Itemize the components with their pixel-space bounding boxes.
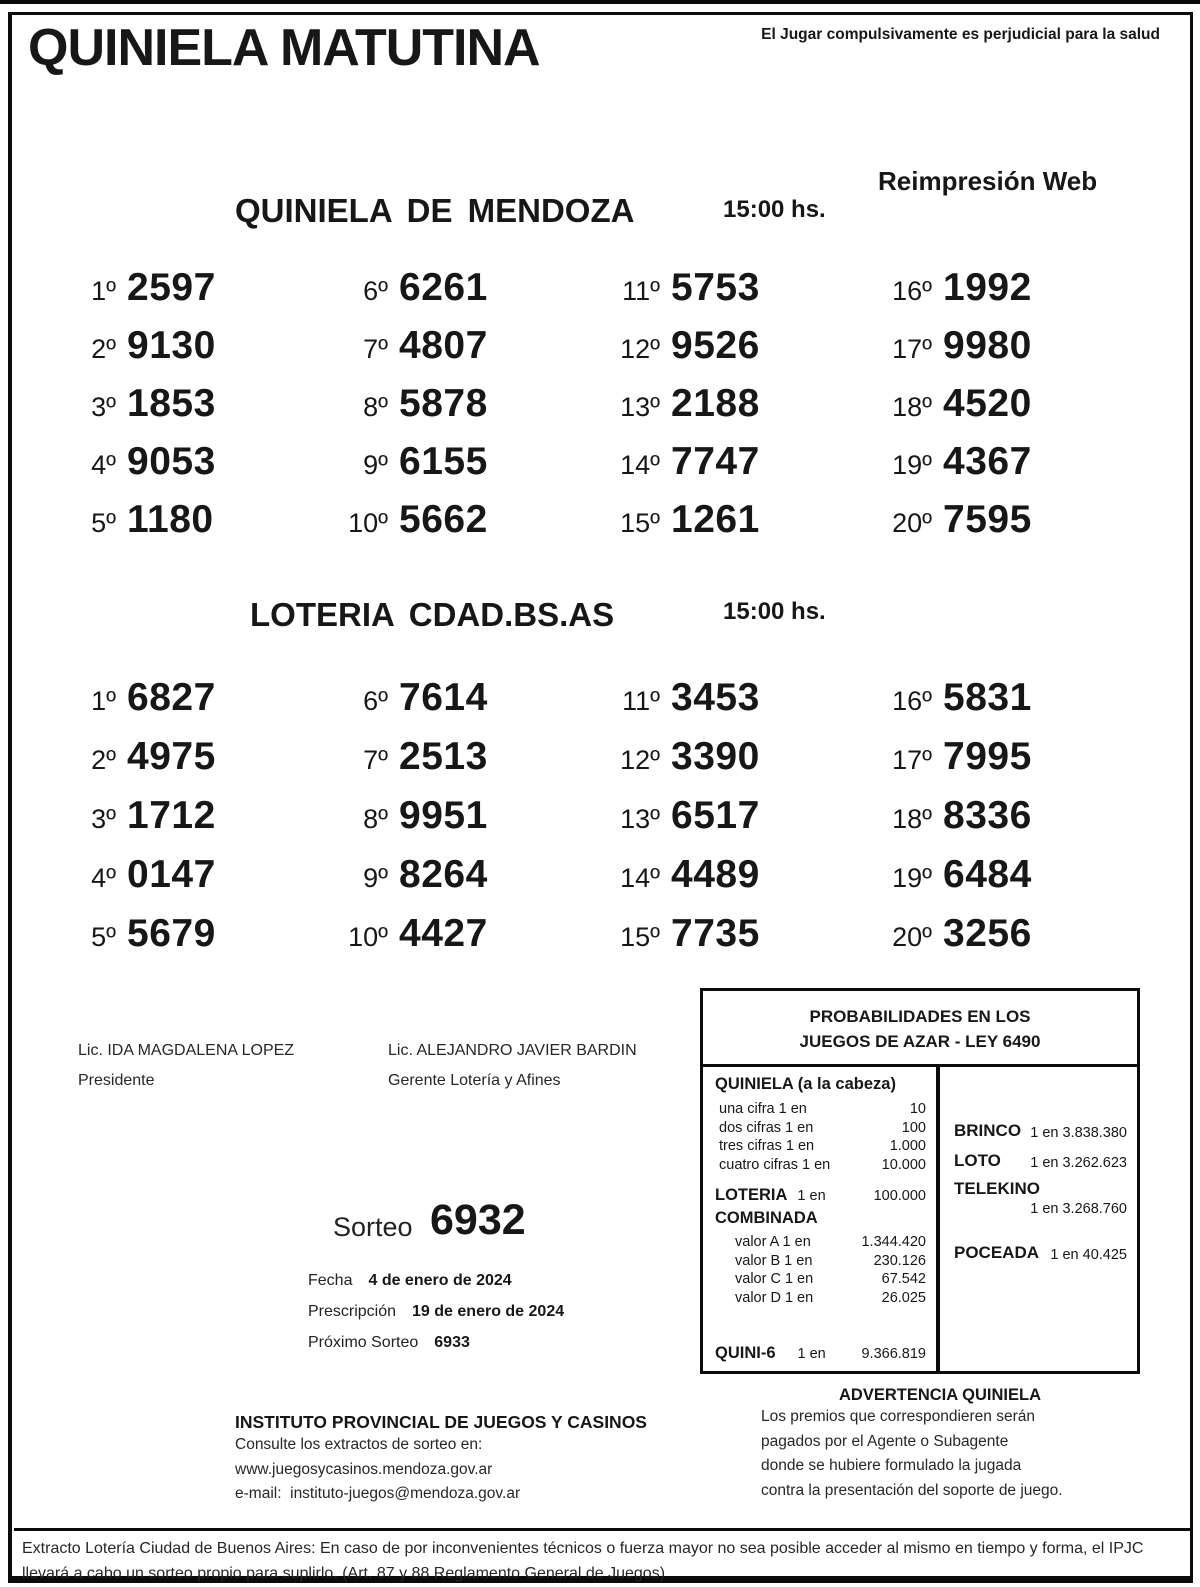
odds-value: 100: [901, 1119, 926, 1136]
result-cell: [58, 794, 330, 853]
page-title: QUINIELA MATUTINA: [28, 19, 540, 77]
odds-value: 67.542: [881, 1271, 926, 1287]
quini6-odds-row: [715, 1344, 926, 1363]
brinco-label: BRINCO: [954, 1121, 1022, 1140]
result-position: 2º: [91, 334, 116, 364]
result-cell: [602, 735, 874, 794]
probabilities-left-column: [703, 1067, 940, 1371]
odds-row: [715, 1100, 926, 1119]
result-position: 7º: [363, 745, 388, 775]
draw-time-mendoza: 15:00 hs.: [723, 196, 826, 223]
result-cell: [58, 324, 330, 382]
result-position: 2º: [91, 745, 116, 775]
result-number: 4975: [127, 735, 216, 778]
odds-row: [715, 1252, 926, 1271]
result-number: 5753: [671, 266, 760, 309]
odds-row: [715, 1270, 926, 1289]
loteria-odds-label: LOTERIA: [715, 1186, 788, 1204]
result-position: 4º: [91, 450, 116, 480]
result-cell: [330, 266, 602, 324]
probabilities-title-line2: JUEGOS DE AZAR - LEY 6490: [799, 1032, 1041, 1051]
result-number: 3453: [671, 676, 760, 719]
result-cell: [330, 324, 602, 382]
probabilities-box: [700, 988, 1140, 1374]
advertencia-block: [735, 1386, 1145, 1503]
result-position: 17º: [892, 334, 932, 364]
advertencia-line: Los premios que correspondieren serán: [761, 1408, 1035, 1425]
result-cell: [874, 794, 1146, 853]
health-warning-text: El Jugar compulsivamente es perjudicial para la salud: [761, 26, 1160, 43]
footnote-text: Extracto Lotería Ciudad de Buenos Aires: En caso de por inconvenientes técnicos o fuerza mayor no sea posible acceder al mismo en tiempo y forma, el IPJC llevará a cabo un sorteo propio para suplirlo. (Art. 87 y 88 Reglamento General de Juegos): [22, 1540, 1144, 1582]
result-position: 15º: [620, 922, 660, 952]
footnote-box: [14, 1528, 1190, 1584]
proximo-sorteo-value: 6933: [434, 1334, 470, 1351]
official-name: Lic. ALEJANDRO JAVIER BARDIN: [388, 1042, 637, 1059]
result-number: 6484: [943, 853, 1032, 896]
odds-label: valor D 1 en: [735, 1289, 814, 1306]
official-manager: [388, 1042, 637, 1090]
telekino-odds-row: [954, 1179, 1127, 1217]
result-position: 9º: [363, 863, 388, 893]
result-position: 5º: [91, 922, 116, 952]
advertencia-line: pagados por el Agente o Subagente: [761, 1432, 1009, 1450]
odds-label: una cifra 1 en: [719, 1101, 807, 1117]
result-position: 13º: [620, 804, 660, 834]
result-cell: [58, 498, 330, 556]
result-number: 2597: [127, 266, 216, 309]
result-position: 10º: [348, 922, 388, 952]
result-number: 6827: [127, 676, 216, 719]
result-position: 9º: [363, 450, 388, 480]
page-top-rule: [0, 0, 1200, 4]
result-number: 4807: [399, 324, 488, 367]
instituto-consulte-line: Consulte los extractos de sorteo en:: [235, 1436, 483, 1453]
quini6-odds-value: 9.366.819: [861, 1346, 926, 1362]
odds-label: dos cifras 1 en: [719, 1119, 814, 1136]
odds-value: 26.025: [881, 1289, 926, 1306]
result-position: 6º: [363, 276, 388, 306]
result-number: 3256: [943, 912, 1032, 955]
fecha-row: [308, 1272, 512, 1290]
results-grid-mendoza: [58, 266, 1146, 556]
combinada-odds-heading: COMBINADA: [715, 1209, 818, 1227]
result-cell: [330, 794, 602, 853]
result-cell: [330, 440, 602, 498]
result-cell: [58, 735, 330, 794]
loto-value: 1 en 3.262.623: [1030, 1155, 1127, 1171]
result-number: 5831: [943, 676, 1032, 719]
result-cell: [874, 266, 1146, 324]
result-number: 1853: [127, 382, 216, 425]
result-number: 4520: [943, 382, 1032, 425]
result-number: 7735: [671, 912, 760, 955]
instituto-email: e-mail: instituto-juegos@mendoza.gov.ar: [235, 1485, 521, 1502]
result-number: 4427: [399, 912, 488, 955]
odds-row: [715, 1119, 926, 1138]
result-number: 0147: [127, 853, 216, 896]
poceada-label: POCEADA: [954, 1243, 1040, 1262]
result-cell: [58, 912, 330, 971]
section-heading-bsas: LOTERIA CDAD.BS.AS: [250, 596, 615, 633]
result-cell: [58, 382, 330, 440]
reprint-web-label: Reimpresión Web: [878, 166, 1098, 196]
poceada-odds-row: [954, 1243, 1127, 1263]
result-cell: [602, 794, 874, 853]
results-grid-bsas: [58, 676, 1146, 971]
result-number: 6517: [671, 794, 760, 837]
result-position: 7º: [363, 334, 388, 364]
result-cell: [602, 676, 874, 735]
result-position: 11º: [622, 686, 660, 716]
odds-value: 230.126: [873, 1252, 926, 1269]
odds-row: [715, 1289, 926, 1308]
odds-row: [715, 1137, 926, 1156]
section-heading-mendoza: QUINIELA DE MENDOZA: [235, 192, 635, 229]
prescripcion-label: Prescripción: [308, 1303, 397, 1320]
odds-row: [715, 1233, 926, 1252]
result-position: 1º: [91, 276, 116, 306]
result-number: 9951: [399, 794, 488, 837]
result-position: 12º: [620, 334, 660, 364]
odds-value: 1.000: [889, 1138, 926, 1154]
quini6-odds-label: QUINI-6: [715, 1344, 776, 1362]
telekino-value: 1 en 3.268.760: [1030, 1201, 1127, 1217]
advertencia-line: contra la presentación del soporte de juego.: [761, 1481, 1063, 1499]
result-cell: [58, 266, 330, 324]
loteria-odds-mid: 1 en: [797, 1188, 826, 1204]
result-number: 7747: [671, 440, 760, 483]
prescripcion-value: 19 de enero de 2024: [412, 1303, 565, 1320]
result-position: 8º: [363, 392, 388, 422]
result-cell: [330, 853, 602, 912]
result-number: 1712: [127, 794, 216, 837]
result-position: 19º: [892, 450, 932, 480]
result-number: 1261: [671, 498, 760, 541]
sorteo-number: 6932: [430, 1196, 526, 1244]
loteria-odds-value: 100.000: [873, 1188, 926, 1204]
official-title: Gerente Lotería y Afines: [388, 1072, 561, 1089]
odds-value: 1.344.420: [861, 1234, 926, 1250]
result-number: 4489: [671, 853, 760, 896]
result-number: 4367: [943, 440, 1032, 483]
brinco-odds-row: [954, 1121, 1127, 1141]
result-cell: [874, 912, 1146, 971]
fecha-label: Fecha: [308, 1272, 353, 1289]
result-cell: [602, 912, 874, 971]
proximo-sorteo-row: [308, 1334, 470, 1352]
result-position: 18º: [892, 804, 932, 834]
quiniela-odds-heading: QUINIELA (a la cabeza): [715, 1075, 896, 1093]
probabilities-right-column: [940, 1067, 1137, 1371]
result-cell: [330, 912, 602, 971]
result-cell: [874, 440, 1146, 498]
official-president: [78, 1042, 294, 1090]
result-cell: [330, 498, 602, 556]
result-position: 5º: [91, 508, 116, 538]
result-number: 3390: [671, 735, 760, 778]
result-number: 7595: [943, 498, 1032, 541]
result-cell: [58, 676, 330, 735]
result-cell: [874, 853, 1146, 912]
result-cell: [874, 382, 1146, 440]
result-number: 9053: [127, 440, 216, 483]
probabilities-title: [703, 991, 1137, 1067]
result-number: 8336: [943, 794, 1032, 837]
result-cell: [874, 676, 1146, 735]
poceada-value: 1 en 40.425: [1050, 1247, 1127, 1263]
result-position: 3º: [91, 804, 116, 834]
result-position: 11º: [622, 276, 660, 306]
result-position: 14º: [620, 863, 660, 893]
result-cell: [602, 382, 874, 440]
loto-odds-row: [954, 1151, 1127, 1171]
result-number: 7995: [943, 735, 1032, 778]
result-position: 16º: [892, 686, 932, 716]
result-number: 2188: [671, 382, 760, 425]
instituto-block: [235, 1412, 647, 1507]
odds-label: valor A 1 en: [735, 1234, 811, 1250]
result-number: 7614: [399, 676, 488, 719]
instituto-website: www.juegosycasinos.mendoza.gov.ar: [235, 1460, 493, 1478]
telekino-label: TELEKINO: [954, 1179, 1040, 1198]
result-number: 9980: [943, 324, 1032, 367]
result-position: 4º: [91, 863, 116, 893]
result-position: 10º: [348, 508, 388, 538]
odds-label: cuatro cifras 1 en: [719, 1156, 831, 1173]
result-number: 5878: [399, 382, 488, 425]
result-position: 15º: [620, 508, 660, 538]
result-number: 1180: [127, 498, 214, 541]
result-position: 20º: [892, 508, 932, 538]
draw-time-bsas: 15:00 hs.: [723, 598, 826, 625]
result-position: 19º: [892, 863, 932, 893]
result-number: 9526: [671, 324, 760, 367]
result-position: 14º: [620, 450, 660, 480]
result-cell: [874, 498, 1146, 556]
advertencia-line: donde se hubiere formulado la jugada: [761, 1457, 1022, 1474]
result-cell: [58, 853, 330, 912]
result-cell: [602, 440, 874, 498]
result-number: 6261: [399, 266, 488, 309]
result-position: 1º: [91, 686, 116, 716]
result-cell: [602, 498, 874, 556]
prescripcion-row: [308, 1303, 564, 1321]
result-cell: [330, 382, 602, 440]
brinco-value: 1 en 3.838.380: [1030, 1125, 1127, 1141]
result-cell: [58, 440, 330, 498]
result-position: 12º: [620, 745, 660, 775]
proximo-sorteo-label: Próximo Sorteo: [308, 1334, 419, 1351]
result-position: 17º: [892, 745, 932, 775]
result-position: 13º: [620, 392, 660, 422]
odds-label: valor B 1 en: [735, 1252, 813, 1269]
result-position: 8º: [363, 804, 388, 834]
official-name: Lic. IDA MAGDALENA LOPEZ: [78, 1042, 295, 1059]
advertencia-heading: ADVERTENCIA QUINIELA: [839, 1386, 1041, 1404]
official-title: Presidente: [78, 1072, 155, 1089]
odds-label: tres cifras 1 en: [719, 1138, 815, 1154]
result-number: 5679: [127, 912, 216, 955]
result-position: 18º: [892, 392, 932, 422]
probabilities-title-line1: PROBABILIDADES EN LOS: [809, 1007, 1031, 1026]
odds-value: 10.000: [881, 1156, 926, 1173]
result-number: 5662: [399, 498, 488, 541]
instituto-heading: INSTITUTO PROVINCIAL DE JUEGOS Y CASINOS: [235, 1412, 647, 1432]
odds-label: valor C 1 en: [735, 1271, 814, 1287]
result-position: 20º: [892, 922, 932, 952]
loteria-odds-row: [715, 1186, 926, 1205]
result-cell: [330, 735, 602, 794]
result-cell: [874, 324, 1146, 382]
loto-label: LOTO: [954, 1151, 1001, 1170]
result-cell: [602, 853, 874, 912]
result-number: 9130: [127, 324, 216, 367]
result-cell: [602, 266, 874, 324]
odds-value: 10: [909, 1101, 926, 1117]
result-cell: [330, 676, 602, 735]
result-cell: [874, 735, 1146, 794]
result-position: 16º: [892, 276, 932, 306]
result-number: 1992: [943, 266, 1032, 309]
quini6-odds-mid: 1 en: [797, 1346, 826, 1362]
result-cell: [602, 324, 874, 382]
sorteo-label: Sorteo: [333, 1212, 413, 1242]
result-position: 6º: [363, 686, 388, 716]
odds-row: [715, 1156, 926, 1175]
result-number: 8264: [399, 853, 488, 896]
probabilities-body: [703, 1067, 1137, 1371]
result-position: 3º: [91, 392, 116, 422]
result-number: 6155: [399, 440, 488, 483]
fecha-value: 4 de enero de 2024: [368, 1272, 512, 1289]
result-number: 2513: [399, 735, 488, 778]
